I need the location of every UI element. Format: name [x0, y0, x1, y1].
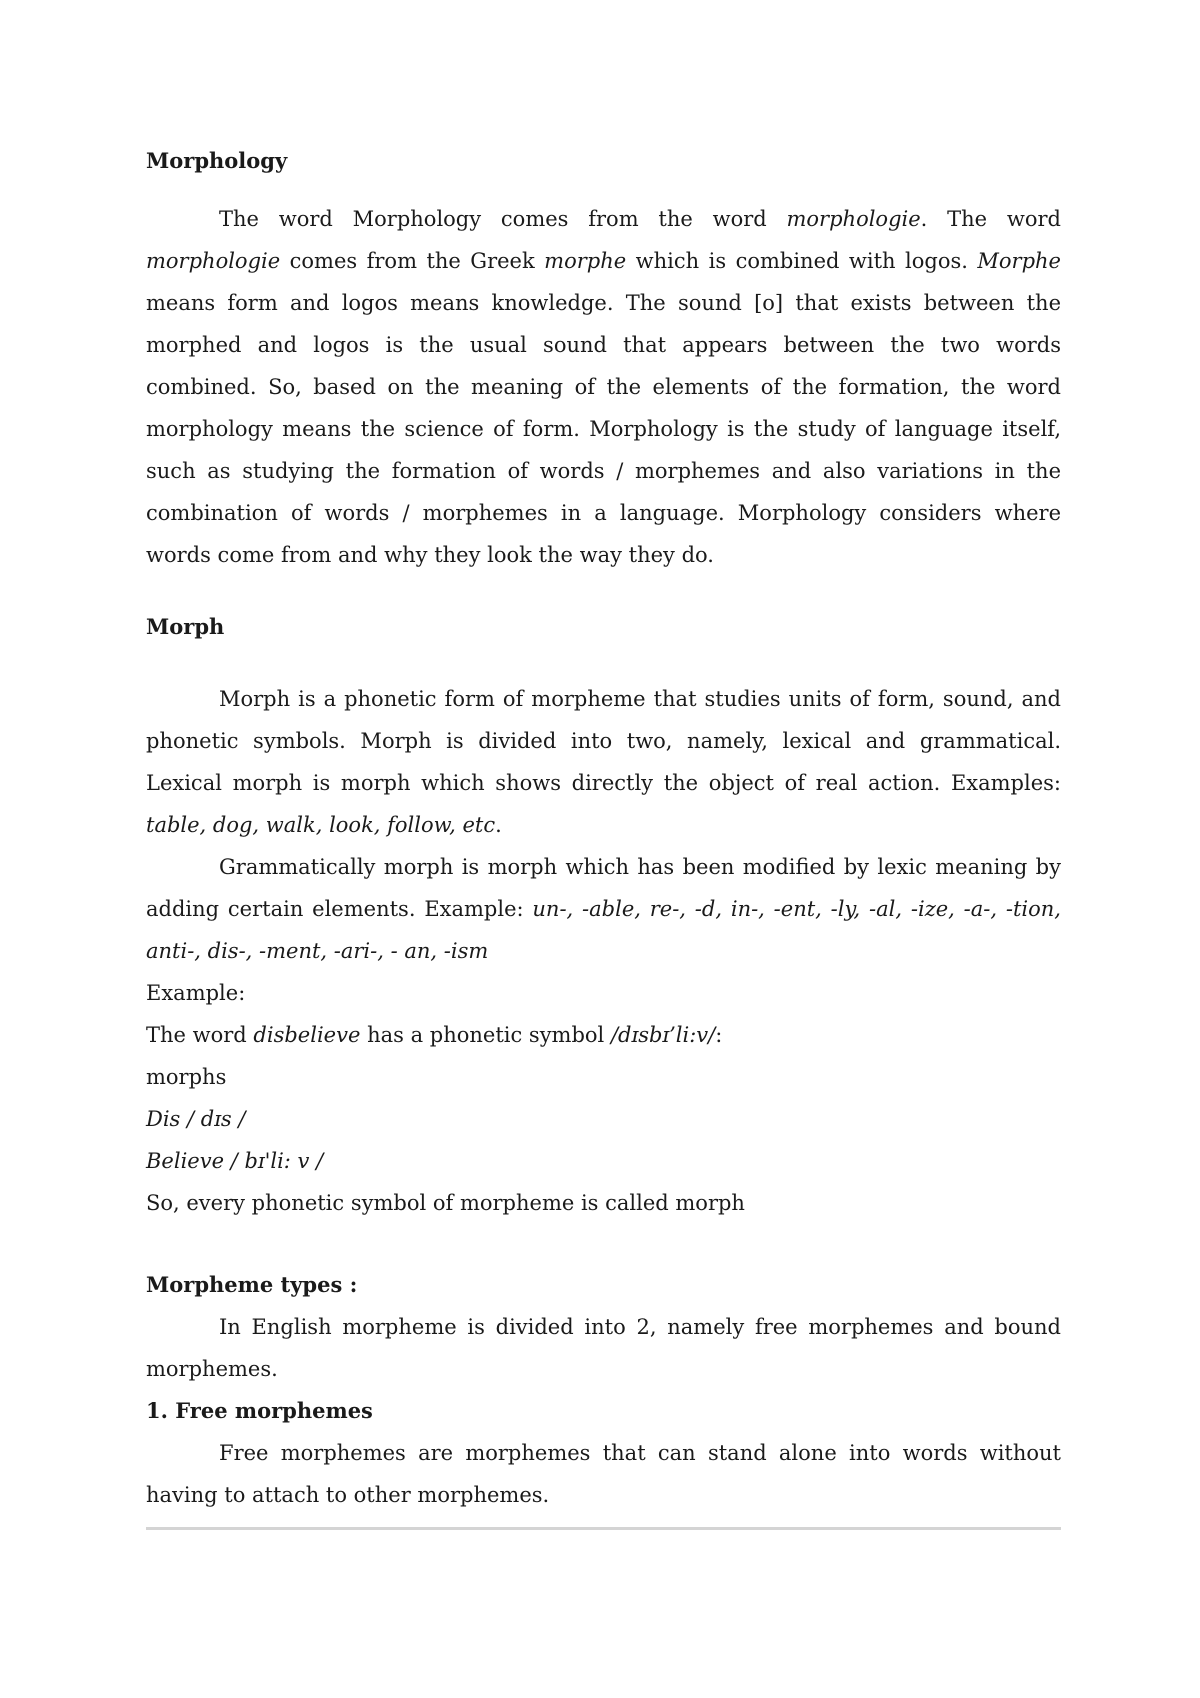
morph-believe: Believe / bɪ'li: v / [146, 1149, 324, 1173]
morph-conclusion: So, every phonetic symbol of morpheme is called morph [146, 1191, 745, 1215]
heading-free-morphemes: 1. Free morphemes [146, 1398, 373, 1423]
morphs-label: morphs [146, 1065, 227, 1089]
page-divider [146, 1527, 1061, 1530]
paragraph-morpheme-types: In English morpheme is divided into 2, namely free morphemes and bound morphemes. [146, 1315, 1061, 1381]
example-label: Example: [146, 981, 246, 1005]
example-disbelieve: The word disbelieve has a phonetic symbol /dɪsbɪ’li:v/: [146, 1023, 723, 1047]
paragraph-free-morphemes: Free morphemes are morphemes that can stand alone into words without having to attach to other morphemes. [146, 1441, 1061, 1507]
heading-morpheme-types: Morpheme types : [146, 1272, 358, 1297]
paragraph-morphology-definition: The word Morphology comes from the word morphologie. The word morphologie comes from the Greek morphe which is combined with logos. Morphe means form and logos means knowledge. The sound [o] that exists between the morphed and logos is the usual sound that appears between the two words combined. So, based on the meaning of the elements of the formation, the word morphology means the science of form. Morphology is the study of language itself, such as studying the formation of words / morphemes and also variations in the combination of words / morphemes in a language. Morphology considers where words come from and why they look the way they do. [146, 207, 1061, 567]
heading-morph: Morph [146, 614, 225, 639]
document-page [146, 140, 1061, 1516]
paragraph-morph-definition: Morph is a phonetic form of morpheme that studies units of form, sound, and phonetic symbols. Morph is divided into two, namely, lexical and grammatical. Lexical morph is morph which shows directly the object of real action. Examples: table, dog, walk, look, follow, etc. [146, 687, 1061, 837]
paragraph-grammatical-morph: Grammatically morph is morph which has been modified by lexic meaning by adding certain elements. Example: un-, -able, re-, -d, in-, -ent, -ly, -al, -ize, -a-, -tion, anti-, dis-, -ment, -ari-, - an, -ism [146, 855, 1061, 963]
heading-morphology: Morphology [146, 148, 288, 173]
morph-dis: Dis / dɪs / [146, 1107, 246, 1131]
